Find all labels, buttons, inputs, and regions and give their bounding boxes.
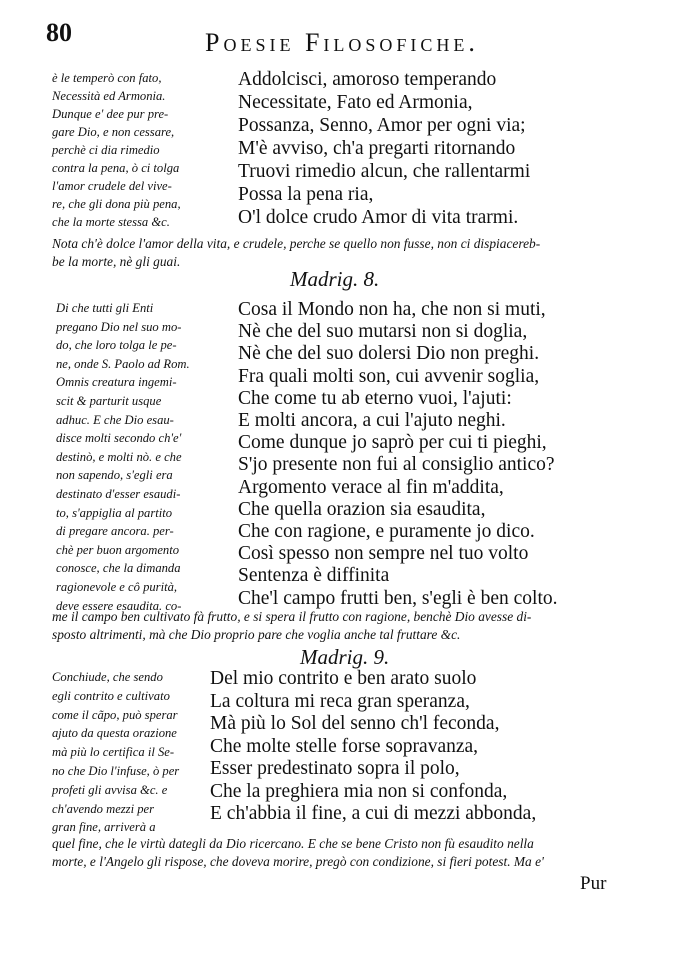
margin-gloss-line: re, che gli dona più pena,: [52, 197, 181, 211]
verse-line: S'jo presente non fui al consiglio antico?: [238, 454, 555, 476]
verse-line: Nè che del suo dolersi Dio non preghi.: [238, 343, 540, 365]
margin-gloss-line: contra la pena, ò ci tolga: [52, 161, 180, 175]
margin-gloss-line: conosce, che la dimanda: [56, 561, 181, 576]
margin-gloss-line: profeti gli avvisa &c. e: [52, 782, 168, 797]
margin-gloss-line: Conchiude, che sendo: [52, 670, 163, 684]
madrigal-title: Madrig. 9.: [300, 645, 390, 669]
verse-line: Sentenza è diffinita: [238, 565, 390, 587]
verse-line: Del mio contrito e ben arato suolo: [210, 668, 477, 689]
verse-line: Che con ragione, e puramente jo dico.: [238, 521, 535, 542]
margin-gloss-line: Di che tutti gli Enti: [56, 301, 154, 315]
margin-gloss-line: non sapendo, s'egli era: [56, 468, 173, 483]
margin-gloss-line: destinò, e molti nò. e che: [56, 449, 182, 464]
verse-line: Argomento verace al fin m'addita,: [238, 476, 504, 498]
verse-line: Cosa il Mondo non ha, che non si muti,: [238, 299, 546, 320]
margin-gloss-line: Dunque e' dee pur pre-: [52, 107, 169, 121]
margin-gloss-line: scit & parturit usque: [56, 394, 162, 408]
verse-line: O'l dolce crudo Amor di vita trarmi.: [238, 207, 519, 228]
verse-line: M'è avviso, ch'a pregarti ritornando: [238, 138, 516, 159]
verse-line: Necessitate, Fato ed Armonia,: [238, 92, 473, 113]
margin-gloss-line: do, che loro tolga le pe-: [56, 338, 177, 353]
verse-line: Addolcisci, amoroso temperando: [238, 69, 497, 90]
margin-gloss-line: egli contrito e cultivato: [52, 688, 170, 703]
verse-line: Possa la pena ria,: [238, 184, 374, 205]
gloss-continuation-line: be la morte, nè gli guai.: [52, 254, 181, 269]
margin-gloss-line: ragionevole e cô purità,: [56, 580, 178, 594]
margin-gloss-line: chè per buon argomento: [56, 542, 179, 557]
verse-line: Che molte stelle forse sopravanza,: [210, 735, 479, 757]
margin-gloss-line: to, s'appiglia al partito: [56, 505, 173, 520]
verse-line: Che'l campo frutti ben, s'egli è ben colto.: [238, 587, 558, 609]
margin-gloss-line: gran fine, arriverà a: [52, 820, 156, 835]
margin-gloss-line: destinato d'esser esaudi-: [56, 487, 181, 501]
madrigal-title: Madrig. 8.: [290, 267, 380, 291]
margin-gloss-line: pregano Dio nel suo mo-: [56, 319, 182, 334]
verse-line: E ch'abbia il fine, a cui di mezzi abbonda,: [210, 803, 537, 824]
page-number: 80: [46, 18, 72, 47]
margin-gloss-line: è le temperò con fato,: [52, 71, 162, 85]
margin-gloss-line: gare Dio, e non cessare,: [52, 125, 175, 139]
running-head: Poesie Filosofiche.: [205, 28, 479, 57]
margin-gloss-line: disce molti secondo ch'e': [56, 431, 182, 446]
margin-gloss-line: ne, onde S. Paolo ad Rom.: [56, 356, 190, 371]
gloss-continuation-line: sposto altrimenti, mà che Dio proprio pare che voglia anche tal fruttare &c.: [52, 627, 461, 642]
margin-gloss-line: come il cãpo, può sperar: [52, 707, 178, 722]
margin-gloss-line: no che Dio l'infuse, ò per: [52, 764, 180, 778]
verse-line: Esser predestinato sopra il polo,: [210, 758, 460, 779]
margin-gloss-line: l'amor crudele del vive-: [52, 179, 172, 193]
verse-line: Fra quali molti son, cui avvenir soglia,: [238, 365, 540, 387]
margin-gloss-line: mà più lo certifica il Se-: [52, 745, 175, 760]
gloss-continuation-line: Nota ch'è dolce l'amor della vita, e crudele, perche se quello non fusse, non ci dispiacereb-: [52, 236, 541, 251]
verse-line: Mà più lo Sol del senno ch'l feconda,: [210, 713, 500, 734]
margin-gloss-line: adhuc. E che Dio esau-: [56, 412, 174, 427]
margin-gloss-line: Omnis creatura ingemi-: [56, 375, 177, 390]
margin-gloss-line: che la morte stessa &c.: [52, 215, 170, 229]
verse-line: E molti ancora, a cui l'ajuto neghi.: [238, 410, 506, 431]
verse-line: Che come tu ab eterno vuoi, l'ajuti:: [238, 387, 512, 409]
margin-gloss-line: deve essere esaudita. co-: [56, 598, 182, 613]
margin-gloss-line: Necessità ed Armonia.: [52, 89, 166, 103]
margin-gloss-line: ch'avendo mezzi per: [52, 801, 155, 816]
verse-line: Nè che del suo mutarsi non si doglia,: [238, 321, 528, 343]
gloss-continuation-line: quel fine, che le virtù dategli da Dio ricercano. E che se bene Cristo non fù esaudito nella: [52, 836, 534, 851]
verse-line: La coltura mi reca gran speranza,: [210, 690, 470, 712]
margin-gloss-line: ajuto da questa orazione: [52, 726, 177, 741]
verse-line: Come dunque jo saprò per cui ti pieghi,: [238, 432, 547, 454]
verse-line: Così spesso non sempre nel tuo volto: [238, 543, 529, 565]
verse-line: Che quella orazion sia esaudita,: [238, 498, 486, 520]
verse-line: Che la preghiera mia non si confonda,: [210, 780, 508, 802]
verse-line: Possanza, Senno, Amor per ogni via;: [238, 115, 526, 136]
gloss-continuation-line: me il campo ben cultivato fà frutto, e si spera il frutto con ragione, benchè Dio avesse di-: [52, 609, 532, 624]
catchword: Pur: [580, 873, 607, 894]
verse-line: Truovi rimedio alcun, che rallentarmi: [238, 161, 531, 182]
margin-gloss-line: di pregare ancora. per-: [56, 524, 174, 539]
margin-gloss-line: perchè ci dia rimedio: [52, 143, 160, 157]
gloss-continuation-line: morte, e l'Angelo gli rispose, che doveva morire, pregò con condizione, si fieri potest. Ma e': [52, 854, 544, 869]
